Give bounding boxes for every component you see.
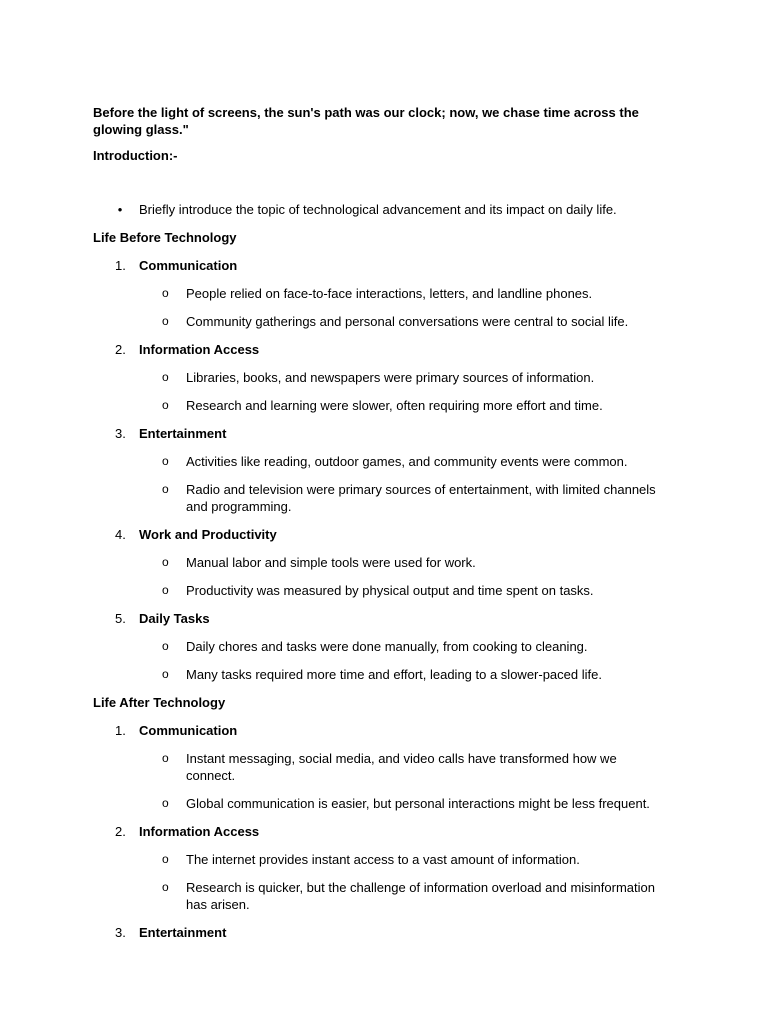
sub-item-text: Many tasks required more time and effort, leading to a slower-paced life. [186, 667, 602, 682]
circle-bullet-icon: o [162, 796, 169, 810]
sub-item-text: Manual labor and simple tools were used for work. [186, 555, 476, 570]
sub-item-text: Productivity was measured by physical output and time spent on tasks. [186, 583, 594, 598]
sub-item-text: The internet provides instant access to a vast amount of information. [186, 852, 580, 867]
sub-item-text: Activities like reading, outdoor games, and community events were common. [186, 454, 628, 469]
sub-item [93, 285, 666, 302]
sub-item [93, 638, 666, 655]
sub-item-text: Instant messaging, social media, and video calls have transformed how we connect. [186, 751, 617, 783]
numbered-item [93, 823, 673, 840]
numbered-item [93, 425, 673, 442]
numbered-item [93, 257, 673, 274]
numbered-item [93, 341, 673, 358]
sub-item-text: People relied on face-to-face interactions, letters, and landline phones. [186, 286, 593, 301]
item-title: Work and Productivity [139, 527, 277, 542]
sub-item [93, 666, 666, 683]
item-number: 1. [115, 258, 126, 273]
circle-bullet-icon: o [162, 482, 169, 496]
item-number: 5. [115, 611, 126, 626]
item-number: 3. [115, 426, 126, 441]
circle-bullet-icon: o [162, 852, 169, 866]
introduction-heading: Introduction:- [93, 148, 178, 163]
circle-bullet-icon: o [162, 314, 169, 328]
item-number: 4. [115, 527, 126, 542]
sub-item-text: Daily chores and tasks were done manually, from cooking to cleaning. [186, 639, 588, 654]
item-title: Communication [139, 723, 238, 738]
circle-bullet-icon: o [162, 555, 169, 569]
item-title: Information Access [139, 824, 260, 839]
circle-bullet-icon: o [162, 751, 169, 765]
item-number: 2. [115, 342, 126, 357]
sub-item-text: Radio and television were primary sources of entertainment, with limited channels and programming. [186, 482, 656, 514]
sub-item-text: Global communication is easier, but personal interactions might be less frequent. [186, 796, 650, 811]
circle-bullet-icon: o [162, 454, 169, 468]
sub-item-text: Libraries, books, and newspapers were primary sources of information. [186, 370, 595, 385]
sub-item [93, 795, 666, 812]
circle-bullet-icon: o [162, 639, 169, 653]
sub-item-text: Research is quicker, but the challenge of information overload and misinformation has arisen. [186, 880, 655, 912]
item-title: Entertainment [139, 925, 227, 940]
item-title: Entertainment [139, 426, 227, 441]
sub-item [93, 554, 666, 571]
list-item-text: Briefly introduce the topic of technological advancement and its impact on daily life. [139, 202, 617, 217]
sub-item [93, 313, 666, 330]
circle-bullet-icon: o [162, 286, 169, 300]
sub-item [93, 851, 666, 868]
numbered-item [93, 610, 673, 627]
sub-item [93, 879, 666, 913]
sub-item [93, 369, 666, 386]
circle-bullet-icon: o [162, 398, 169, 412]
list-item [93, 201, 673, 218]
document-body [93, 104, 673, 952]
sub-item-text: Research and learning were slower, often requiring more effort and time. [186, 398, 603, 413]
item-title: Information Access [139, 342, 260, 357]
item-number: 2. [115, 824, 126, 839]
sub-item [93, 582, 666, 599]
section-heading-before: Life Before Technology [93, 230, 237, 245]
sub-item [93, 453, 666, 470]
numbered-item [93, 924, 673, 941]
sub-item [93, 481, 666, 515]
circle-bullet-icon: o [162, 880, 169, 894]
item-number: 1. [115, 723, 126, 738]
sub-item-text: Community gatherings and personal conversations were central to social life. [186, 314, 629, 329]
bullet-icon: • [117, 202, 123, 217]
numbered-item [93, 722, 673, 739]
item-title: Daily Tasks [139, 611, 210, 626]
item-title: Communication [139, 258, 238, 273]
blank-line [93, 164, 673, 201]
sub-item [93, 397, 666, 414]
sub-item [93, 750, 666, 784]
opening-quote: Before the light of screens, the sun's path was our clock; now, we chase time across the glowing glass." [93, 105, 639, 137]
numbered-item [93, 526, 673, 543]
circle-bullet-icon: o [162, 667, 169, 681]
circle-bullet-icon: o [162, 370, 169, 384]
item-number: 3. [115, 925, 126, 940]
circle-bullet-icon: o [162, 583, 169, 597]
section-heading-after: Life After Technology [93, 695, 226, 710]
